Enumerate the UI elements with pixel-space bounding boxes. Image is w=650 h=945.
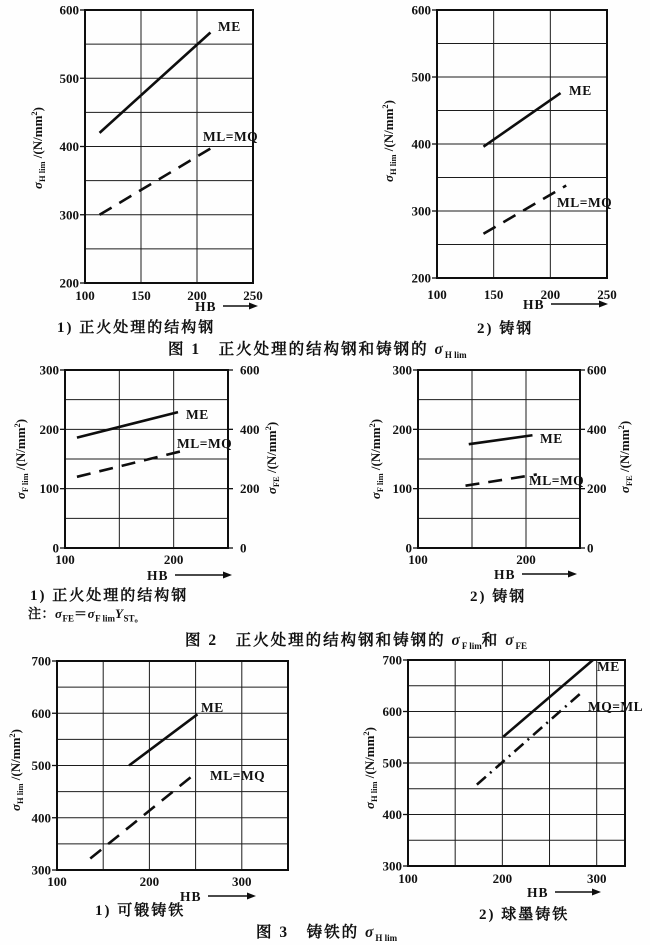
y-tick-label: 400 [411, 136, 431, 152]
x-tick-label: 200 [492, 871, 513, 886]
chart-subtitle-fig3-left: 1) 可锻铸铁 [95, 903, 186, 919]
series-label-ME: ME [186, 407, 209, 422]
equals-sign: ＝ [74, 606, 88, 621]
x-tick-label: 100 [47, 874, 67, 889]
y-tick-label: 700 [31, 653, 51, 669]
x-tick-label: 100 [427, 287, 447, 302]
series-label-ML=MQ: ML=MQ [203, 129, 259, 144]
y-tick-label: 200 [411, 270, 431, 286]
x-tick-label: 100 [75, 288, 95, 303]
x-tick-label: 200 [187, 288, 207, 303]
series-line-ME [503, 660, 593, 737]
series-label-ME: ME [201, 700, 224, 715]
x-tick-label: 300 [232, 874, 252, 889]
x-tick-label: 200 [139, 874, 160, 889]
y-axis-title: $\sigma_{H lim}$ $/(N/mm^2)$ [380, 99, 398, 183]
x-tick-label: 100 [408, 552, 428, 567]
sigma-symbol: σ [451, 632, 462, 649]
x-axis-arrowhead [592, 889, 601, 896]
figure2-note [28, 603, 143, 625]
figure2-caption-and: 和 [481, 632, 500, 649]
series-line-ML=MQ [483, 186, 566, 234]
x-axis-label: HB [180, 889, 202, 904]
series-label-ME: ME [540, 431, 563, 446]
right-y-tick-label: 0 [587, 540, 594, 556]
series-line-ML=MQ [90, 772, 197, 859]
chart-subtitle-fig3-right: 2) 球墨铸铁 [479, 907, 570, 923]
sigma-symbol: σ [505, 632, 516, 649]
y-tick-label: 500 [31, 758, 51, 773]
right-y-tick-label: 600 [240, 362, 260, 378]
y-axis-title: $\sigma_{F lim}$ $/(N/mm^2)$ [12, 418, 30, 500]
y-tick-label: 300 [31, 862, 51, 878]
right-y-tick-label: 600 [587, 362, 607, 378]
x-tick-label: 150 [483, 287, 504, 302]
figure2-caption-text: 图 2 正火处理的结构钢和铸钢的 [185, 632, 446, 649]
y-axis-title: $\sigma_{FE}$ $/(N/mm^2)$ [263, 421, 281, 495]
x-tick-label: 100 [398, 871, 418, 886]
x-axis-arrowhead [568, 571, 577, 578]
figure1-caption [168, 337, 467, 360]
y-tick-label: 0 [405, 540, 412, 556]
series-label-MQ=ML: MQ=ML [588, 699, 644, 714]
y-tick-label: 500 [59, 70, 79, 86]
series-line-ME [100, 33, 211, 133]
figure2-caption [185, 628, 527, 651]
chart-subtitle-fig2-right: 2) 铸钢 [470, 589, 527, 605]
sigma-subscript: FE [515, 641, 528, 652]
sigma-subscript: FE [62, 613, 75, 624]
y-tick-label: 700 [382, 652, 402, 668]
series-label-ME: ME [218, 19, 241, 34]
chart-fig2-left [12, 363, 281, 584]
x-tick-label: 200 [540, 287, 561, 302]
sigma-subscript: H lim [444, 350, 467, 361]
y-axis-title: $\sigma_{H lim}$ $/(N/mm^2)$ [29, 106, 47, 190]
sigma-symbol: σ [55, 606, 63, 621]
figure1-caption-text: 图 1 正火处理的结构钢和铸钢的 [168, 341, 429, 358]
series-line-ME [129, 714, 197, 765]
right-y-tick-label: 400 [240, 421, 260, 437]
y-axis-title: $\sigma_{FE}$ $/(N/mm^2)$ [616, 420, 634, 494]
y-tick-label: 100 [39, 481, 59, 497]
y-tick-label: 0 [52, 540, 59, 556]
series-label-ME: ME [569, 83, 592, 98]
x-axis-arrowhead [223, 572, 232, 579]
y-tick-label: 600 [382, 704, 402, 719]
x-axis-label: HB [527, 885, 549, 900]
right-y-tick-label: 200 [240, 481, 260, 497]
chart-fig1-left [29, 3, 263, 315]
y-tick-label: 300 [411, 203, 431, 219]
y-tick-label: 400 [31, 810, 51, 826]
series-label-ML=MQ: ML=MQ [529, 473, 585, 488]
note-period: 。 [134, 613, 144, 624]
figure3-caption-text: 图 3 铸铁的 [256, 924, 360, 941]
x-tick-label: 200 [516, 552, 536, 567]
sigma-symbol: σ [87, 606, 96, 621]
chart-fig3-right [361, 653, 643, 901]
chart-fig2-right [367, 363, 634, 583]
y-tick-label: 100 [392, 481, 412, 497]
x-tick-label: 250 [597, 287, 617, 302]
y-tick-label: 200 [392, 421, 412, 437]
y-subscript: ST [123, 613, 135, 624]
x-tick-label: 100 [55, 552, 75, 567]
series-label-ML=MQ: ML=MQ [177, 436, 233, 451]
y-tick-label: 200 [39, 421, 59, 437]
series-line-MQ=ML [477, 692, 582, 784]
y-tick-label: 500 [411, 69, 431, 85]
x-tick-label: 200 [163, 552, 184, 567]
x-axis-label: HB [494, 567, 516, 582]
x-tick-label: 150 [131, 288, 151, 303]
y-tick-label: 300 [382, 858, 402, 874]
series-line-ME [77, 412, 178, 438]
y-symbol: Y [115, 606, 124, 621]
series-line-ML=MQ [77, 451, 183, 477]
y-tick-label: 600 [59, 2, 79, 18]
series-line-ML=MQ [100, 148, 212, 215]
x-axis-arrowhead [249, 303, 258, 310]
series-label-ML=MQ: ML=MQ [210, 768, 266, 783]
chart-subtitle-fig2-left: 1) 正火处理的结构钢 [30, 588, 189, 604]
sigma-subscript: F lim [461, 641, 482, 652]
series-label-ML=MQ: ML=MQ [557, 195, 613, 210]
x-axis-label: HB [147, 568, 169, 583]
y-tick-label: 600 [31, 705, 51, 721]
x-tick-label: 300 [586, 871, 607, 886]
y-tick-label: 400 [59, 139, 79, 154]
y-axis-title: $\sigma_{H lim}$ $/(N/mm^2)$ [7, 728, 25, 812]
y-tick-label: 400 [382, 807, 402, 822]
y-tick-label: 200 [59, 275, 79, 291]
y-tick-label: 300 [392, 362, 412, 378]
sigma-symbol: σ [434, 341, 445, 358]
x-tick-label: 250 [243, 288, 263, 303]
right-y-tick-label: 400 [587, 421, 607, 437]
sigma-symbol: σ [365, 924, 376, 941]
chart-subtitle-fig1-left: 1) 正火处理的结构钢 [57, 320, 216, 336]
right-y-tick-label: 0 [240, 540, 247, 556]
chart-fig1-right [380, 3, 617, 313]
chart-subtitle-fig1-right: 2) 铸钢 [477, 321, 534, 337]
series-label-ME: ME [597, 659, 620, 674]
x-axis-arrowhead [247, 893, 256, 900]
y-tick-label: 300 [39, 362, 59, 378]
y-tick-label: 500 [382, 755, 402, 771]
x-axis-label: HB [523, 297, 545, 312]
x-axis-label: HB [195, 299, 217, 314]
note-label: 注： [28, 606, 56, 621]
figure3-caption [256, 920, 397, 943]
y-tick-label: 300 [59, 207, 79, 223]
chart-fig3-left [7, 654, 288, 905]
sigma-subscript: H lim [375, 933, 398, 944]
right-y-tick-label: 200 [587, 481, 607, 497]
sigma-subscript: F lim [95, 613, 115, 624]
series-line-ME [469, 435, 533, 444]
y-tick-label: 600 [411, 2, 431, 18]
y-axis-title: $\sigma_{F lim}$ $/(N/mm^2)$ [367, 418, 385, 500]
series-line-ME [483, 93, 560, 147]
y-axis-title: $\sigma_{H lim}$ $/(N/mm^2)$ [361, 726, 379, 810]
